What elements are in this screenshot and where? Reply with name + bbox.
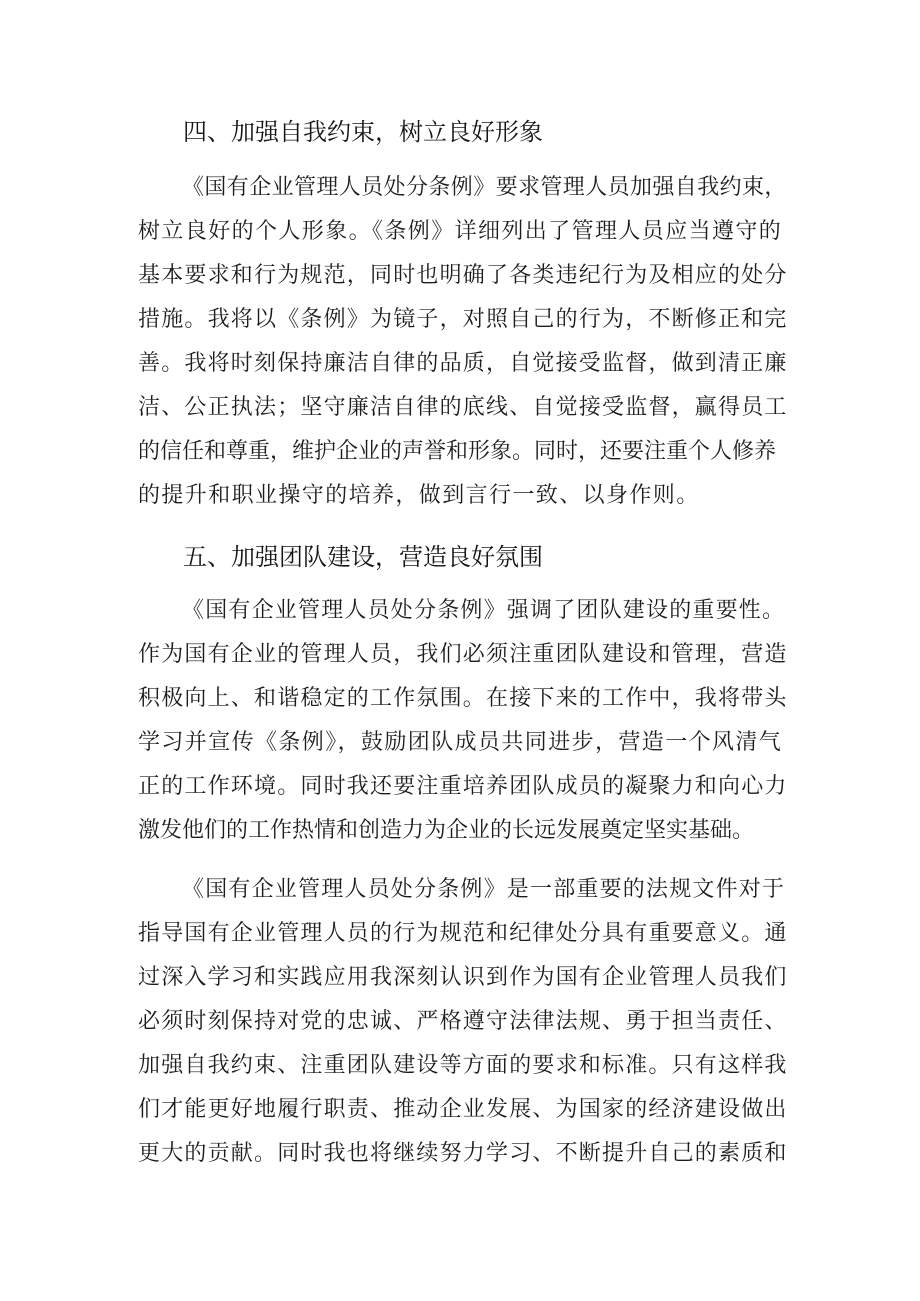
paragraph-line: 《国有企业管理人员处分条例》要求管理人员加强自我约束，	[182, 175, 787, 200]
paragraph-line: 树立良好的个人形象。《条例》详细列出了管理人员应当遵守的	[138, 219, 783, 244]
paragraph-line: 学习并宣传《条例》，鼓励团队成员共同进步，营造一个风清气	[138, 730, 783, 755]
paragraph-line: 们才能更好地履行职责、推动企业发展、为国家的经济建设做出	[138, 1097, 788, 1122]
paragraph-line: 《国有企业管理人员处分条例》强调了团队建设的重要性。	[182, 598, 786, 623]
paragraph-line: 的信任和尊重，维护企业的声誉和形象。同时，还要注重个人修养	[138, 439, 777, 464]
paragraph-line: 措施。我将以《条例》为镜子，对照自己的行为，不断修正和完	[138, 307, 788, 332]
paragraph-line: 洁、公正执法；坚守廉洁自律的底线、自觉接受监督，赢得员工	[138, 395, 788, 420]
paragraph-line: 作为国有企业的管理人员，我们必须注重团队建设和管理，营造	[138, 642, 788, 667]
paragraph-line: 《国有企业管理人员处分条例》是一部重要的法规文件对于	[182, 877, 786, 902]
paragraph-line: 过深入学习和实践应用我深刻认识到作为国有企业管理人员我们	[138, 965, 788, 990]
paragraph-line: 正的工作环境。同时我还要注重培养团队成员的凝聚力和向心力	[138, 774, 788, 799]
section-5-paragraph	[138, 589, 788, 853]
paragraph-line: 更大的贡献。同时我也将继续努力学习、不断提升自己的素质和	[138, 1141, 788, 1166]
paragraph-line: 的提升和职业操守的培养，做到言行一致、以身作则。	[138, 483, 700, 508]
paragraph-line: 加强自我约束、注重团队建设等方面的要求和标准。只有这样我	[138, 1053, 788, 1078]
paragraph-line: 基本要求和行为规范，同时也明确了各类违纪行为及相应的处分	[138, 263, 788, 288]
paragraph-line: 积极向上、和谐稳定的工作氛围。在接下来的工作中，我将带头	[138, 686, 788, 711]
paragraph-line: 激发他们的工作热情和创造力为企业的长远发展奠定坚实基础。	[138, 818, 755, 843]
section-4-paragraph	[138, 166, 788, 518]
conclusion-paragraph	[138, 868, 788, 1176]
paragraph-line: 指导国有企业管理人员的行为规范和纪律处分具有重要意义。通	[138, 921, 788, 946]
paragraph-line: 必须时刻保持对党的忠诚、严格遵守法律法规、勇于担当责任、	[138, 1009, 788, 1034]
paragraph-line: 善。我将时刻保持廉洁自律的品质，自觉接受监督，做到清正廉	[138, 351, 788, 376]
section-4-heading: 四、加强自我约束，树立良好形象	[183, 118, 543, 146]
section-5-heading: 五、加强团队建设，营造良好氛围	[183, 543, 543, 571]
